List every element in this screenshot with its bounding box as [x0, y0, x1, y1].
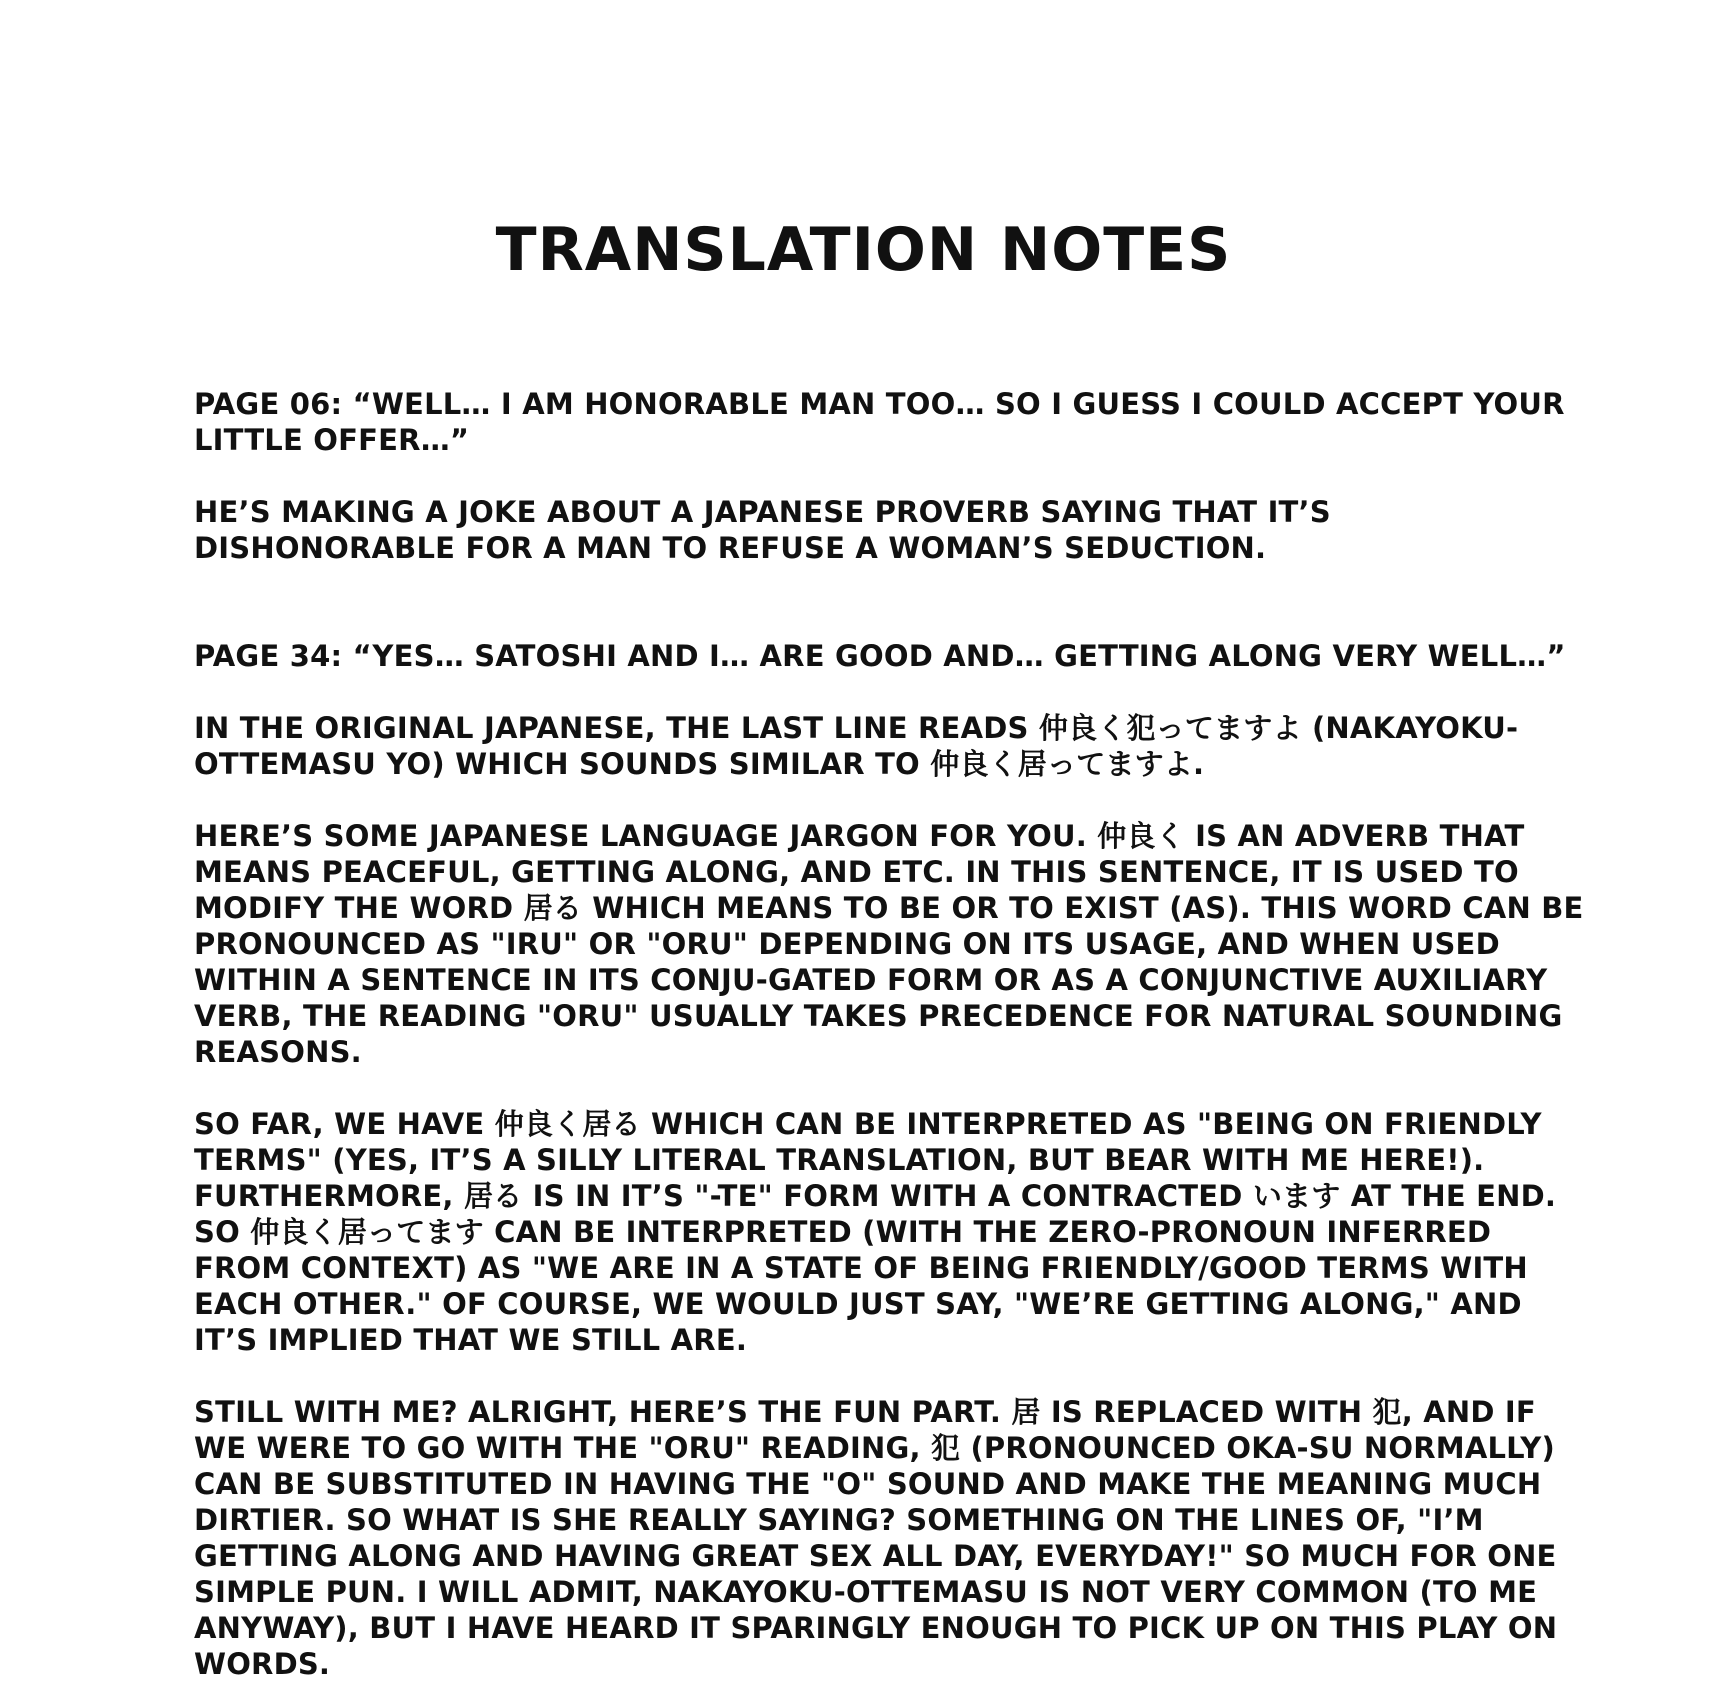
note-paragraph: SO FAR, WE HAVE 仲良く居る WHICH CAN BE INTERPRETED AS "BEING ON FRIENDLY TERMS" (YES, IT’S A SILLY LITERAL TRANSLATION, BUT BEAR WITH ME HERE!). FURTHERMORE, 居る IS IN IT’S "-TE" FORM WITH A CONTRACTED います AT THE END. SO 仲良く居ってます CAN BE INTERPRETED (WITH THE ZERO-PRONOUN INFERRED FROM CONTEXT) AS "WE ARE IN A STATE OF BEING FRIENDLY/GOOD TERMS WITH EACH OTHER." OF COURSE, WE WOULD JUST SAY, "WE’RE GETTING ALONG," AND IT’S IMPLIED THAT WE STILL ARE. [194, 1107, 1557, 1357]
page-title: TRANSLATION NOTES [495, 215, 1232, 285]
page-label: PAGE 06: [194, 387, 343, 421]
note-paragraph: STILL WITH ME? ALRIGHT, HERE’S THE FUN PART. 居 IS REPLACED WITH 犯, AND IF WE WERE TO GO WITH THE "ORU" READING, 犯 (PRONOUNCED OKA-SU NORMALLY) CAN BE SUBSTITUTED IN HAVING THE "O" SOUND AND MAKE THE MEANING MUCH DIRTIER. SO WHAT IS SHE REALLY SAYING? SOMETHING ON THE LINES OF, "I’M GETTING ALONG AND HAVING GREAT SEX ALL DAY, EVERYDAY!" SO MUCH FOR ONE SIMPLE PUN. I WILL ADMIT, NAKAYOKU-OTTEMASU IS NOT VERY COMMON (TO ME ANYWAY), BUT I HAVE HEARD IT SPARINGLY ENOUGH TO PICK UP ON THIS PLAY ON WORDS. [194, 1395, 1558, 1681]
note-heading [194, 638, 1594, 674]
note-quote: “YES… SATOSHI AND I… ARE GOOD AND… GETTING ALONG VERY WELL…” [352, 639, 1566, 673]
note-heading [194, 386, 1594, 458]
notes-body [194, 386, 1594, 1682]
note-paragraph: HE’S MAKING A JOKE ABOUT A JAPANESE PROVERB SAYING THAT IT’S DISHONORABLE FOR A MAN TO REFUSE A WOMAN’S SEDUCTION. [194, 495, 1331, 565]
note-paragraph: IN THE ORIGINAL JAPANESE, THE LAST LINE READS 仲良く犯ってますよ (NAKAYOKU-OTTEMASU YO) WHICH SOUNDS SIMILAR TO 仲良く居ってますよ. [194, 711, 1519, 781]
note-paragraph: HERE’S SOME JAPANESE LANGUAGE JARGON FOR YOU. 仲良く IS AN ADVERB THAT MEANS PEACEFUL, GETTING ALONG, AND ETC. IN THIS SENTENCE, IT IS USED TO MODIFY THE WORD 居る WHICH MEANS TO BE OR TO EXIST (AS). THIS WORD CAN BE PRONOUNCED AS "IRU" OR "ORU" DEPENDING ON ITS USAGE, AND WHEN USED WITHIN A SENTENCE IN ITS CONJU-GATED FORM OR AS A CONJUNCTIVE AUXILIARY VERB, THE READING "ORU" USUALLY TAKES PRECEDENCE FOR NATURAL SOUNDING REASONS. [194, 819, 1584, 1069]
note-quote: “WELL… I AM HONORABLE MAN TOO… SO I GUESS I COULD ACCEPT YOUR LITTLE OFFER…” [194, 387, 1565, 457]
page-label: PAGE 34: [194, 639, 343, 673]
